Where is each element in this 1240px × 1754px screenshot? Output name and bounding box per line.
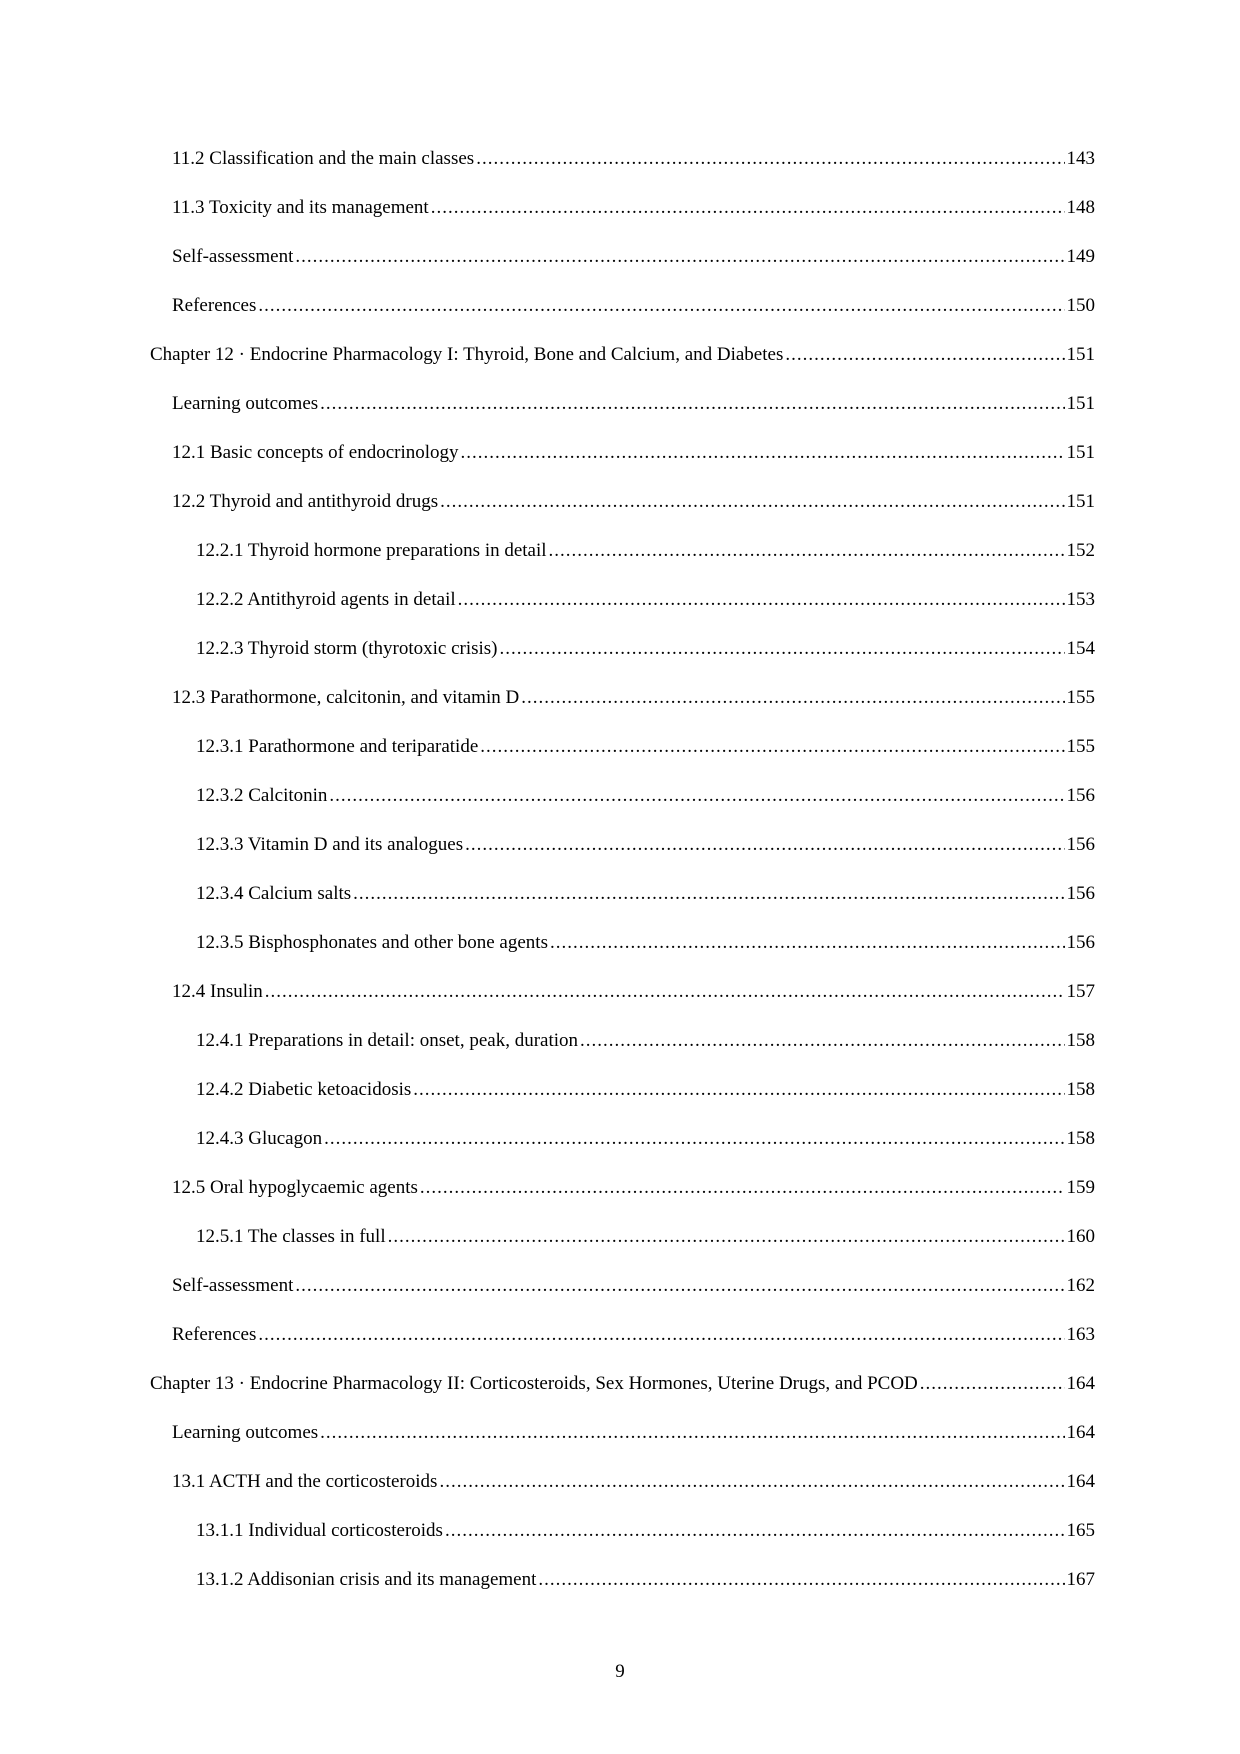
dot-leader: [785, 344, 1064, 366]
toc-entry-title: 11.3 Toxicity and its management: [172, 197, 429, 218]
toc-entry-title: Self-assessment: [172, 246, 294, 267]
toc-entry-title: 12.2 Thyroid and antithyroid drugs: [172, 491, 439, 512]
toc-entry-title: Chapter 13 · Endocrine Pharmacology II: Corticosteroids, Sex Hormones, Uterine Drugs, and PCOD: [150, 1373, 918, 1394]
toc-entry-title: 12.5.1 The classes in full: [196, 1226, 386, 1247]
dot-leader: [258, 295, 1064, 317]
toc-entry-page: 154: [1066, 638, 1095, 659]
toc-entry-title: References: [172, 295, 257, 316]
dot-leader: [920, 1373, 1065, 1395]
dot-leader: [549, 540, 1065, 562]
toc-entry-page: 164: [1066, 1422, 1095, 1443]
toc-entry-page: 157: [1066, 981, 1095, 1002]
toc-entry-page: 151: [1066, 393, 1095, 414]
toc-entry-page: 156: [1066, 834, 1095, 855]
toc-entry[interactable]: [150, 491, 1095, 540]
toc-entry[interactable]: [150, 1324, 1095, 1373]
toc-entry[interactable]: [150, 540, 1095, 589]
toc-entry-page: 163: [1066, 1324, 1095, 1345]
toc-entry[interactable]: [150, 638, 1095, 687]
dot-leader: [500, 638, 1065, 660]
toc-entry-page: 167: [1066, 1569, 1095, 1590]
toc-entry[interactable]: [150, 883, 1095, 932]
toc-entry-page: 151: [1066, 442, 1095, 463]
toc-entry-title: Chapter 12 · Endocrine Pharmacology I: Thyroid, Bone and Calcium, and Diabetes: [150, 344, 784, 365]
toc-chapter-entry[interactable]: [150, 344, 1095, 393]
dot-leader: [458, 589, 1065, 611]
toc-entry-page: 156: [1066, 785, 1095, 806]
dot-leader: [265, 981, 1065, 1003]
toc-entry[interactable]: [150, 1226, 1095, 1275]
toc-entry-page: 155: [1066, 687, 1095, 708]
dot-leader: [476, 148, 1064, 170]
page-number: 9: [615, 1661, 625, 1682]
toc-entry-title: 13.1 ACTH and the corticosteroids: [172, 1471, 438, 1492]
dot-leader: [580, 1030, 1064, 1052]
toc-entry[interactable]: [150, 1177, 1095, 1226]
toc-entry[interactable]: [150, 197, 1095, 246]
dot-leader: [461, 442, 1065, 464]
toc-entry-page: 160: [1066, 1226, 1095, 1247]
toc-entry-title: 12.3.5 Bisphosphonates and other bone agents: [196, 932, 548, 953]
dot-leader: [413, 1079, 1064, 1101]
toc-entry-title: 12.5 Oral hypoglycaemic agents: [172, 1177, 418, 1198]
dot-leader: [420, 1177, 1065, 1199]
dot-leader: [295, 246, 1064, 268]
dot-leader: [550, 932, 1065, 954]
toc-entry[interactable]: [150, 834, 1095, 883]
toc-entry[interactable]: [150, 1030, 1095, 1079]
toc-entry[interactable]: [150, 393, 1095, 442]
toc-entry[interactable]: [150, 589, 1095, 638]
toc-entry-title: 12.2.1 Thyroid hormone preparations in detail: [196, 540, 547, 561]
toc-entry-title: 12.3.1 Parathormone and teriparatide: [196, 736, 479, 757]
toc-entry-page: 156: [1066, 932, 1095, 953]
toc-entry-title: 12.3 Parathormone, calcitonin, and vitamin D: [172, 687, 520, 708]
toc-entry-page: 158: [1066, 1030, 1095, 1051]
toc-entry-title: 12.3.4 Calcium salts: [196, 883, 352, 904]
dot-leader: [353, 883, 1064, 905]
toc-entry[interactable]: [150, 1079, 1095, 1128]
dot-leader: [480, 736, 1064, 758]
toc-entry[interactable]: [150, 1128, 1095, 1177]
toc-entry-title: Learning outcomes: [172, 393, 319, 414]
dot-leader: [538, 1569, 1064, 1591]
dot-leader: [440, 491, 1064, 513]
dot-leader: [445, 1520, 1065, 1542]
toc-entry-page: 151: [1066, 344, 1095, 365]
toc-entry[interactable]: [150, 981, 1095, 1030]
toc-entry[interactable]: [150, 246, 1095, 295]
dot-leader: [329, 785, 1064, 807]
toc-entry-page: 165: [1066, 1520, 1095, 1541]
dot-leader: [439, 1471, 1064, 1493]
toc-entry-title: 12.2.3 Thyroid storm (thyrotoxic crisis): [196, 638, 498, 659]
toc-chapter-entry[interactable]: [150, 1373, 1095, 1422]
toc-entry-page: 162: [1066, 1275, 1095, 1296]
toc-entry[interactable]: [150, 785, 1095, 834]
toc-entry-title: Self-assessment: [172, 1275, 294, 1296]
dot-leader: [431, 197, 1065, 219]
toc-entry[interactable]: [150, 148, 1095, 197]
toc-entry-page: 155: [1066, 736, 1095, 757]
dot-leader: [388, 1226, 1065, 1248]
toc-entry-title: 12.3.3 Vitamin D and its analogues: [196, 834, 464, 855]
toc-entry[interactable]: [150, 1471, 1095, 1520]
toc-entry-title: References: [172, 1324, 257, 1345]
dot-leader: [324, 1128, 1064, 1150]
toc-entry[interactable]: [150, 1520, 1095, 1569]
toc-entry-page: 158: [1066, 1128, 1095, 1149]
toc-entry-title: 12.2.2 Antithyroid agents in detail: [196, 589, 456, 610]
toc-entry-title: 11.2 Classification and the main classes: [172, 148, 475, 169]
toc-entry-title: 12.4.3 Glucagon: [196, 1128, 323, 1149]
toc-entry-page: 143: [1066, 148, 1095, 169]
toc-entry[interactable]: [150, 442, 1095, 491]
toc-entry-title: 12.4.2 Diabetic ketoacidosis: [196, 1079, 412, 1100]
toc-entry[interactable]: [150, 736, 1095, 785]
dot-leader: [465, 834, 1064, 856]
toc-entry[interactable]: [150, 932, 1095, 981]
toc-entry-page: 153: [1066, 589, 1095, 610]
toc-entry-title: Learning outcomes: [172, 1422, 319, 1443]
dot-leader: [320, 1422, 1064, 1444]
toc-entry[interactable]: [150, 1569, 1095, 1618]
toc-entry[interactable]: [150, 1422, 1095, 1471]
toc-entry-title: 12.1 Basic concepts of endocrinology: [172, 442, 459, 463]
toc-entry-page: 150: [1066, 295, 1095, 316]
dot-leader: [320, 393, 1064, 415]
toc-entry[interactable]: [150, 687, 1095, 736]
toc-entry-page: 152: [1066, 540, 1095, 561]
dot-leader: [521, 687, 1064, 709]
toc-entry-title: 13.1.1 Individual corticosteroids: [196, 1520, 443, 1541]
toc-entry-page: 164: [1066, 1373, 1095, 1394]
dot-leader: [295, 1275, 1064, 1297]
toc-entry-page: 149: [1066, 246, 1095, 267]
toc-entry-page: 148: [1066, 197, 1095, 218]
table-of-contents: [150, 148, 1095, 1618]
toc-entry-title: 12.4 Insulin: [172, 981, 263, 1002]
toc-entry-title: 12.4.1 Preparations in detail: onset, peak, duration: [196, 1030, 579, 1051]
toc-entry-page: 164: [1066, 1471, 1095, 1492]
toc-entry-title: 12.3.2 Calcitonin: [196, 785, 328, 806]
toc-entry-title: 13.1.2 Addisonian crisis and its management: [196, 1569, 537, 1590]
dot-leader: [258, 1324, 1064, 1346]
toc-entry-page: 156: [1066, 883, 1095, 904]
toc-entry[interactable]: [150, 295, 1095, 344]
toc-entry-page: 158: [1066, 1079, 1095, 1100]
toc-entry[interactable]: [150, 1275, 1095, 1324]
toc-entry-page: 159: [1066, 1177, 1095, 1198]
toc-entry-page: 151: [1066, 491, 1095, 512]
